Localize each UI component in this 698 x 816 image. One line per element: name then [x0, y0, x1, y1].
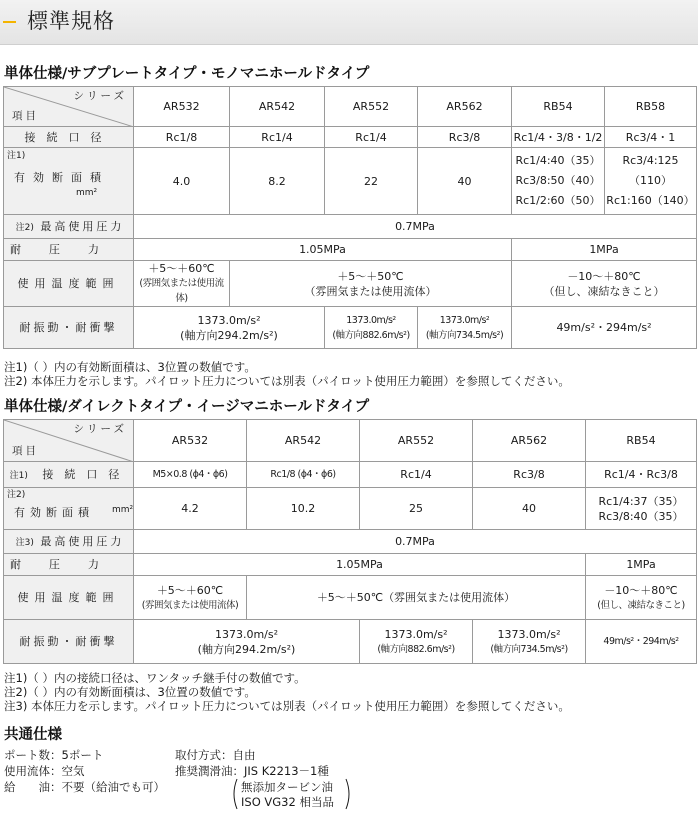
effective-area-label [4, 148, 134, 215]
area-line: Rc1/4:40（35） [515, 154, 601, 167]
temperature-cell [134, 576, 247, 620]
port-size-cell: Rc3/8 [418, 127, 512, 148]
right-bracket [344, 778, 354, 810]
temperature-cell [586, 576, 697, 620]
port-size-label: 接続口径 [4, 127, 134, 148]
note-marker: 注3) [15, 538, 34, 548]
effective-area-text: 有効断面積 [14, 171, 109, 184]
port-size-cell: Rc3/8 [473, 462, 586, 488]
effective-area-label [4, 488, 134, 530]
temperature-cell: ＋5～＋50℃（雰囲気または使用流体） [247, 576, 586, 620]
temp-note: （雰囲気または使用流体） [304, 284, 437, 298]
vib-value: 1373.0m/s² [197, 313, 261, 327]
common-spec-title: 共通仕様 [4, 727, 62, 743]
effective-area-cell: 25 [360, 488, 473, 530]
temp-note: （但し、凍結なきこと） [543, 284, 665, 298]
area-line: Rc1:160（140） [606, 194, 695, 207]
lubricant-type-text: 無添加タービン油 [241, 780, 333, 794]
vib-note: (軸方向734.5m/s²) [425, 329, 504, 341]
effective-area-cell [512, 148, 605, 215]
vib-note: (軸方向294.2m/s²) [197, 642, 296, 656]
item-header-label: 項目 [12, 445, 39, 457]
vib-note: (軸方向882.6m/s²) [332, 329, 410, 341]
effective-area-text: 有効断面積 [14, 506, 94, 519]
model-header: AR552 [325, 87, 418, 127]
vib-value: 1373.0m/s² [384, 627, 448, 641]
left-bracket [229, 778, 239, 810]
area-line: Rc3/8:50（40） [515, 174, 601, 187]
unit-label: mm² [112, 505, 134, 515]
temp-value: ＋5～＋60℃ [148, 262, 215, 275]
proof-pressure-cell: 1MPa [586, 554, 697, 576]
port-size-cell: Rc1/4・Rc3/8 [586, 462, 697, 488]
max-pressure-label [4, 530, 134, 554]
vib-note: (軸方向294.2m/s²) [180, 328, 278, 342]
port-size-cell: Rc3/4・1 [605, 127, 697, 148]
model-header: AR552 [360, 420, 473, 462]
vibration-cell [134, 307, 325, 349]
note-marker: 注2) [7, 490, 26, 500]
port-size-cell: Rc1/4・3/8・1/2 [512, 127, 605, 148]
model-header: AR542 [230, 87, 325, 127]
vibration-label: 耐振動・耐衝撃 [4, 620, 134, 664]
lubricant-text: 推奨潤滑油：JIS K2213－1種 [175, 764, 329, 778]
effective-area-cell: 10.2 [247, 488, 360, 530]
proof-pressure-label: 耐圧力 [4, 554, 134, 576]
vibration-cell: 49m/s²・294m/s² [586, 620, 697, 664]
section2-spec-table [3, 419, 697, 664]
section1-notes [4, 360, 570, 388]
temp-note: (雰囲気または使用流体) [139, 278, 224, 304]
max-pressure-label [4, 215, 134, 239]
page-title: 標準規格 [27, 9, 115, 33]
note-line: 注3) 本体圧力を示します。パイロット圧力については別表（パイロット使用圧力範囲）を参照してください。 [4, 699, 570, 713]
model-header: AR562 [418, 87, 512, 127]
model-header: RB54 [512, 87, 605, 127]
section1-title: 単体仕様/サブプレートタイプ・モノマニホールドタイプ [4, 66, 370, 82]
max-pressure-cell: 0.7MPa [134, 215, 697, 239]
port-size-cell: Rc1/4 [230, 127, 325, 148]
section1-spec-table [3, 86, 697, 349]
temp-note: (雰囲気または使用流体) [141, 599, 239, 611]
port-size-cell: Rc1/4 [325, 127, 418, 148]
vib-value: 1373.0m/s² [346, 314, 396, 326]
effective-area-cell [586, 488, 697, 530]
max-pressure-cell: 0.7MPa [134, 530, 697, 554]
lubrication-text: 給 油：不要（給油でも可） [4, 780, 165, 794]
table-corner-header [4, 87, 134, 127]
section2-notes [4, 671, 570, 713]
model-header: AR562 [473, 420, 586, 462]
series-header-label: シリーズ [73, 423, 127, 435]
page-header [0, 0, 698, 45]
temp-note: (但し、凍結なきこと) [597, 599, 685, 611]
fluid-text: 使用流体：空気 [4, 764, 85, 778]
temp-value: －10～＋80℃ [567, 269, 641, 283]
effective-area-cell: 22 [325, 148, 418, 215]
effective-area-cell: 8.2 [230, 148, 325, 215]
vib-value: 1373.0m/s² [214, 627, 279, 641]
temp-value: ＋5～＋50℃ [337, 269, 404, 283]
unit-label: mm² [76, 188, 98, 198]
note-marker: 注1) [7, 151, 26, 161]
vibration-cell [325, 307, 418, 349]
series-header-label: シリーズ [73, 90, 127, 102]
area-line: Rc3/4:125（110） [622, 154, 679, 187]
temperature-cell [512, 261, 697, 307]
section2-title: 単体仕様/ダイレクトタイプ・イージマニホールドタイプ [4, 399, 370, 415]
proof-pressure-cell: 1.05MPa [134, 554, 586, 576]
temperature-label: 使用温度範囲 [4, 576, 134, 620]
lubricant-grade-text: ISO VG32 相当品 [241, 795, 334, 809]
effective-area-cell: 4.2 [134, 488, 247, 530]
vibration-cell: 49m/s²・294m/s² [512, 307, 697, 349]
max-pressure-text: 最高使用圧力 [40, 535, 125, 548]
area-line: Rc1/4:37（35） [598, 494, 684, 508]
proof-pressure-label: 耐圧力 [4, 239, 134, 261]
vibration-cell [473, 620, 586, 664]
model-header: AR542 [247, 420, 360, 462]
vib-value: 1373.0m/s² [497, 627, 561, 641]
vib-value: 1373.0m/s² [439, 314, 490, 326]
vib-note: (軸方向734.5m/s²) [490, 643, 568, 655]
area-line: Rc3/8:40（35） [598, 509, 684, 523]
port-size-cell: Rc1/4 [360, 462, 473, 488]
effective-area-cell: 4.0 [134, 148, 230, 215]
area-line: Rc1/2:60（50） [515, 194, 601, 207]
note-line: 注1)（ ）内の有効断面積は、3位置の数値です。 [4, 360, 256, 374]
port-size-label [4, 462, 134, 488]
vibration-label: 耐振動・耐衝撃 [4, 307, 134, 349]
model-header: RB54 [586, 420, 697, 462]
port-count-text: ポート数：5ポート [4, 748, 104, 762]
note-line: 注1)（ ）内の接続口径は、ワンタッチ継手付の数値です。 [4, 671, 306, 685]
vibration-cell [418, 307, 512, 349]
model-header: RB58 [605, 87, 697, 127]
item-header-label: 項目 [12, 110, 39, 122]
proof-pressure-cell: 1MPa [512, 239, 697, 261]
effective-area-cell [605, 148, 697, 215]
temp-value: ＋5～＋60℃ [156, 583, 224, 597]
model-header: AR532 [134, 87, 230, 127]
port-size-cell: Rc1/8 (ϕ4・ϕ6) [247, 462, 360, 488]
note-marker: 注2) [15, 223, 34, 233]
port-size-cell: Rc1/8 [134, 127, 230, 148]
proof-pressure-cell: 1.05MPa [134, 239, 512, 261]
temperature-cell [230, 261, 512, 307]
port-size-cell: M5×0.8 (ϕ4・ϕ6) [134, 462, 247, 488]
model-header: AR532 [134, 420, 247, 462]
effective-area-cell: 40 [473, 488, 586, 530]
temp-value: －10～＋80℃ [604, 583, 678, 597]
table-corner-header [4, 420, 134, 462]
header-accent-bar [3, 21, 16, 23]
vibration-cell [134, 620, 360, 664]
temperature-label: 使用温度範囲 [4, 261, 134, 307]
note-line: 注2)（ ）内の有効断面積は、3位置の数値です。 [4, 685, 256, 699]
temperature-cell [134, 261, 230, 307]
note-line: 注2) 本体圧力を示します。パイロット圧力については別表（パイロット使用圧力範囲）を参照してください。 [4, 374, 570, 388]
mounting-text: 取付方式：自由 [175, 748, 256, 762]
vibration-cell [360, 620, 473, 664]
max-pressure-text: 最高使用圧力 [40, 220, 125, 233]
note-marker: 注1) [9, 471, 28, 481]
port-size-text: 接続口径 [42, 468, 131, 481]
vib-note: (軸方向882.6m/s²) [377, 643, 455, 655]
effective-area-cell: 40 [418, 148, 512, 215]
